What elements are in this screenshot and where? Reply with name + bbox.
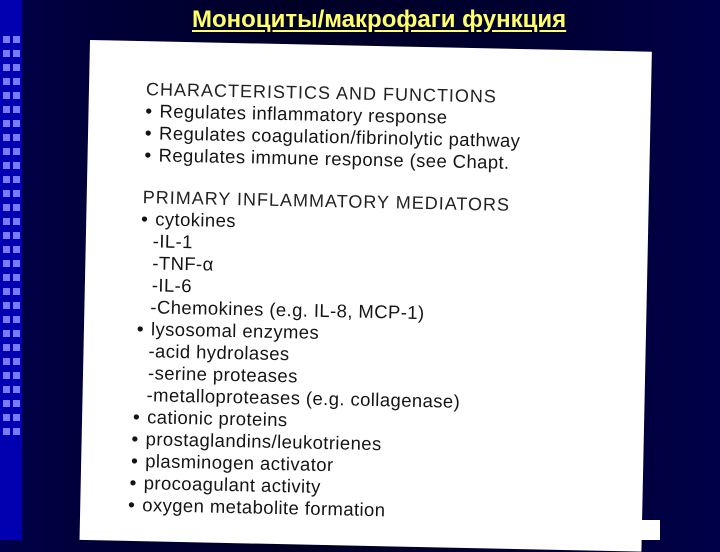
bullet-mark: • (130, 449, 139, 472)
list-subitem: -TNF-α (152, 252, 214, 275)
scanned-text-image (80, 40, 652, 552)
list-item-label: Regulates coagulation/fibrinolytic pathway (158, 122, 521, 152)
section-heading-mediators: PRIMARY INFLAMMATORY MEDIATORS (142, 187, 511, 215)
list-subitem: -acid hydrolases (148, 340, 290, 365)
list-item-label: prostaglandins/leukotrienes (145, 428, 382, 455)
list-subitem: -serine proteases (147, 362, 298, 387)
list-item (141, 209, 236, 231)
list-item (137, 319, 320, 343)
list-item-label: plasminogen activator (144, 450, 334, 476)
bullet-mark: • (144, 122, 153, 144)
bullet-mark: • (144, 144, 152, 166)
list-item (131, 451, 334, 475)
bullet-mark: • (132, 405, 141, 428)
bullet-mark: • (141, 208, 149, 230)
list-subitem: -IL-6 (151, 274, 193, 297)
list-subitem: -metalloproteases (e.g. collagenase) (146, 384, 461, 412)
bullet-mark: • (145, 100, 153, 122)
list-item-label: oxygen metabolite formation (142, 494, 386, 521)
list-item-label: Regulates inflammatory response (159, 100, 448, 128)
bullet-mark: • (136, 318, 145, 340)
list-item (128, 495, 386, 520)
list-item-label: lysosomal enzymes (150, 318, 320, 343)
decorative-square-column-left (3, 36, 10, 435)
list-item-label: Regulates immune response (see Chapt. (158, 144, 510, 173)
list-subitem: -Chemokines (e.g. IL-8, MCP-1) (150, 296, 425, 324)
slide-title: Моноциты/макрофаги функция (192, 6, 567, 33)
bullet-mark: • (128, 493, 136, 516)
list-subitem: -IL-1 (152, 230, 194, 253)
section-heading-characteristics: CHARACTERISTICS AND FUNCTIONS (145, 79, 498, 107)
bullet-mark: • (131, 427, 139, 450)
bullet-mark: • (129, 471, 137, 494)
list-item (130, 473, 321, 497)
list-item-label: procoagulant activity (143, 472, 321, 497)
list-item (133, 407, 288, 430)
decorative-square-column-right (13, 36, 20, 435)
list-item-label: cytokines (155, 208, 237, 232)
list-item-label: cationic proteins (146, 406, 288, 431)
